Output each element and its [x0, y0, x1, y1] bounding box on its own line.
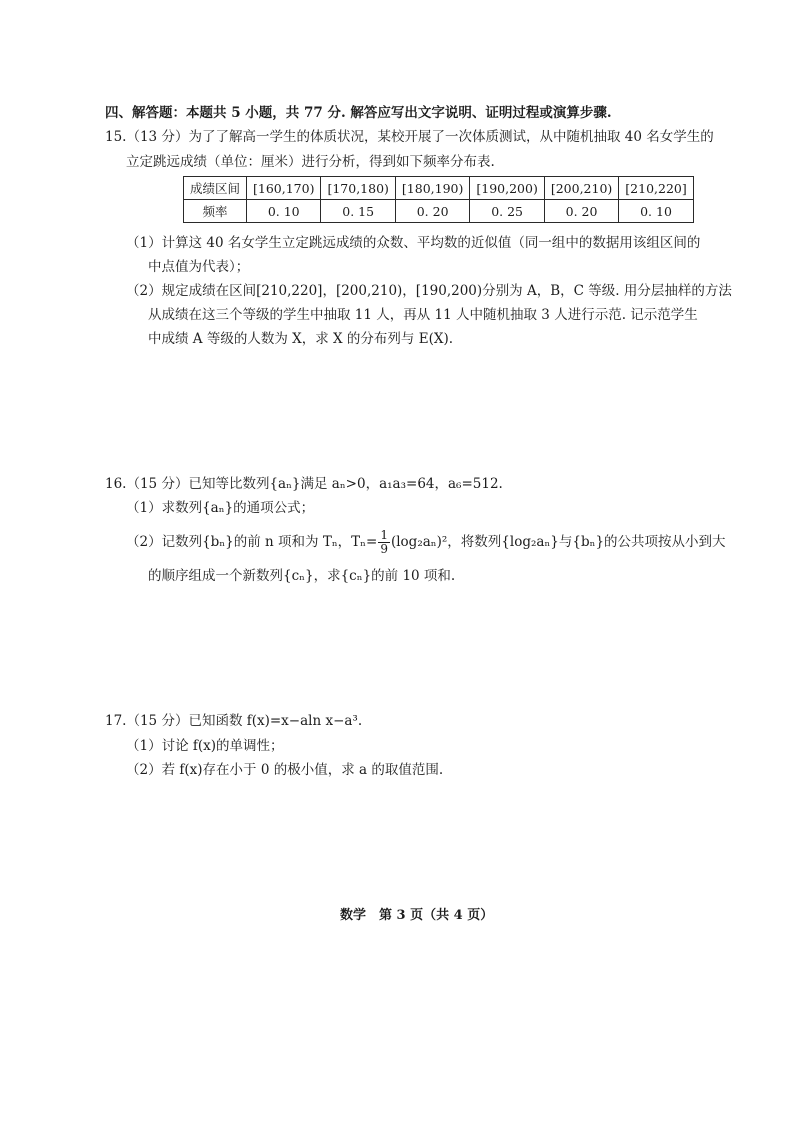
table-row-frequencies [184, 200, 694, 223]
q16-part2-text-before: （2）记数列{bₙ}的前 n 项和为 Tₙ，Tₙ= [126, 534, 378, 550]
q15-part2-line-2: 从成绩在这三个等级的学生中抽取 11 人，再从 11 人中随机抽取 3 人进行示范. 记示范学生 [148, 307, 698, 323]
q17-part1: （1）讨论 f(x)的单调性； [126, 738, 284, 754]
q16-stem: 16.（15 分）已知等比数列{aₙ}满足 aₙ>0，a₁a₃=64，a₆=512. [105, 476, 503, 492]
q15-part2-line-3: 中成绩 A 等级的人数为 X，求 X 的分布列与 E(X). [148, 331, 454, 347]
q17-part2: （2）若 f(x)存在小于 0 的极小值，求 a 的取值范围. [126, 762, 444, 778]
page-footer: 数学 第 3 页（共 4 页） [340, 908, 494, 923]
table-cell: [170,180) [321, 177, 395, 200]
table-cell: 0. 10 [619, 200, 693, 223]
q16-part2-line-2: 的顺序组成一个新数列{cₙ}，求{cₙ}的前 10 项和. [148, 568, 456, 584]
table-cell: [180,190) [395, 177, 469, 200]
fraction-denominator: 9 [380, 542, 388, 556]
q15-stem-line-2: 立定跳远成绩（单位：厘米）进行分析，得到如下频率分布表. [126, 154, 495, 170]
table-row-intervals [184, 177, 694, 200]
q15-stem-line-1: 15.（13 分）为了了解高一学生的体质状况，某校开展了一次体质测试，从中随机抽取 40 名女学生的 [105, 129, 714, 145]
q15-part1-line-1: （1）计算这 40 名女学生立定跳远成绩的众数、平均数的近似值（同一组中的数据用该组区间的 [126, 235, 701, 251]
q16-part1: （1）求数列{aₙ}的通项公式； [126, 500, 315, 516]
q15-part2-line-1: （2）规定成绩在区间[210,220]，[200,210)，[190,200)分别为 A，B，C 等级. 用分层抽样的方法 [126, 283, 732, 299]
table-cell: 0. 20 [544, 200, 618, 223]
q17-stem: 17.（15 分）已知函数 f(x)=x−aln x−a³. [105, 713, 363, 729]
table-cell: 0. 10 [247, 200, 321, 223]
table-cell: [210,220] [619, 177, 693, 200]
table-cell: [200,210) [544, 177, 618, 200]
fraction-one-ninth [378, 529, 390, 555]
q16-part2-line-1 [126, 524, 726, 560]
fraction-numerator: 1 [380, 528, 388, 543]
q15-part1-line-2: 中点值为代表）； [148, 259, 250, 275]
table-cell: 0. 15 [321, 200, 395, 223]
table-header-frequency: 频率 [184, 200, 247, 223]
table-cell: [190,200) [470, 177, 544, 200]
table-cell: [160,170) [247, 177, 321, 200]
table-header-interval: 成绩区间 [184, 177, 247, 200]
section-heading: 四、解答题：本题共 5 小题，共 77 分. 解答应写出文字说明、证明过程或演算步骤. [105, 105, 612, 121]
q16-part2-text-after: (log₂aₙ)²，将数列{log₂aₙ}与{bₙ}的公共项按从小到大 [390, 534, 726, 550]
table-cell: 0. 20 [395, 200, 469, 223]
frequency-table [183, 176, 694, 223]
table-cell: 0. 25 [470, 200, 544, 223]
